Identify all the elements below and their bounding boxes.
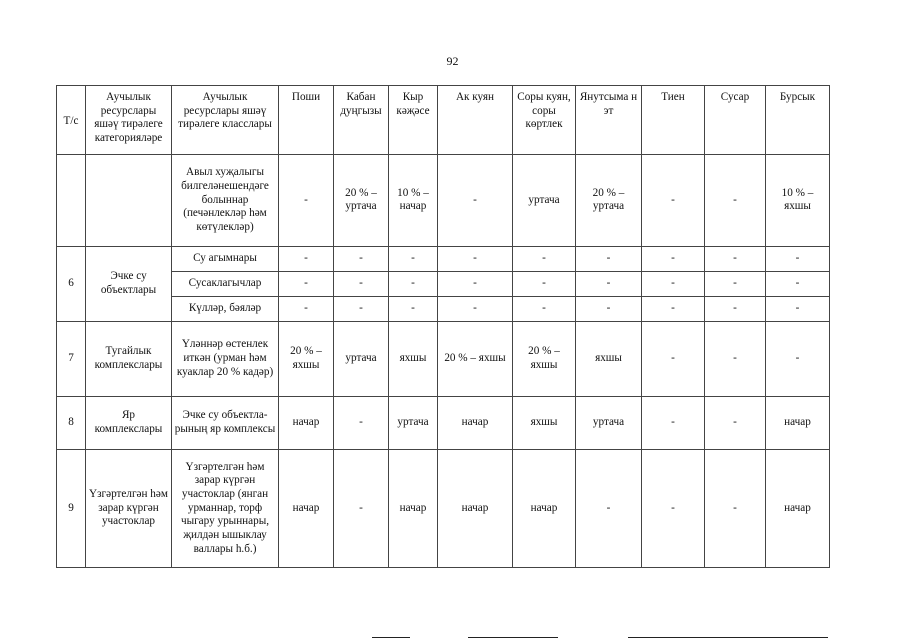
value-cell: уртача	[334, 321, 389, 396]
scan-artifact-line	[468, 637, 558, 638]
header-species: Ак куян	[438, 86, 513, 155]
value-cell: начар	[766, 396, 830, 449]
class-cell: Авыл хуҗалыгы билгеләнешендәге болыннар (печәнлекләр һәм көтүлекләр)	[172, 155, 279, 247]
header-species: Кыр кәҗәсе	[389, 86, 438, 155]
table-row	[57, 246, 830, 271]
value-cell: 20 % – уртача	[334, 155, 389, 247]
value-cell: яхшы	[513, 396, 576, 449]
value-cell: -	[642, 271, 705, 296]
value-cell: 20 % – яхшы	[438, 321, 513, 396]
value-cell: -	[576, 296, 642, 321]
value-cell: -	[389, 246, 438, 271]
category-cell: Яр комплекслары	[86, 396, 172, 449]
value-cell: -	[576, 271, 642, 296]
row-number: 8	[57, 396, 86, 449]
header-species: Янутсыма н эт	[576, 86, 642, 155]
value-cell: -	[705, 296, 766, 321]
value-cell: -	[438, 246, 513, 271]
header-category: Аучылык ресурслары яшәү тирәлеге категорияләре	[86, 86, 172, 155]
value-cell: уртача	[513, 155, 576, 247]
value-cell: уртача	[389, 396, 438, 449]
table-row	[57, 271, 830, 296]
value-cell: -	[513, 296, 576, 321]
value-cell: начар	[438, 396, 513, 449]
value-cell: -	[389, 296, 438, 321]
value-cell: начар	[279, 450, 334, 568]
value-cell: -	[334, 396, 389, 449]
value-cell: яхшы	[389, 321, 438, 396]
value-cell: яхшы	[576, 321, 642, 396]
value-cell: начар	[279, 396, 334, 449]
value-cell: -	[642, 450, 705, 568]
value-cell: -	[513, 271, 576, 296]
habitat-table	[56, 85, 830, 568]
value-cell: -	[705, 271, 766, 296]
value-cell: -	[438, 296, 513, 321]
value-cell: -	[279, 296, 334, 321]
value-cell: 10 % – начар	[389, 155, 438, 247]
value-cell: -	[576, 246, 642, 271]
class-cell: Сусаклагычлар	[172, 271, 279, 296]
value-cell: начар	[389, 450, 438, 568]
header-species: Соры куян, соры көртлек	[513, 86, 576, 155]
header-species: Кабан дуңгызы	[334, 86, 389, 155]
value-cell: -	[334, 246, 389, 271]
value-cell: начар	[513, 450, 576, 568]
row-number: 9	[57, 450, 86, 568]
table-cell	[57, 155, 86, 247]
table-row	[57, 450, 830, 568]
value-cell: -	[438, 155, 513, 247]
table-row	[57, 296, 830, 321]
value-cell: -	[705, 155, 766, 247]
class-cell: Су агымнары	[172, 246, 279, 271]
value-cell: -	[334, 271, 389, 296]
value-cell: начар	[438, 450, 513, 568]
row-number: 6	[57, 246, 86, 321]
header-class: Аучылык ресурслары яшәү тирәлеге класслары	[172, 86, 279, 155]
value-cell: -	[438, 271, 513, 296]
page-number: 92	[446, 54, 459, 68]
header-species: Бурсык	[766, 86, 830, 155]
header-row	[57, 86, 830, 155]
value-cell: -	[705, 450, 766, 568]
value-cell: -	[334, 450, 389, 568]
value-cell: -	[705, 396, 766, 449]
class-cell: Күлләр, бәяләр	[172, 296, 279, 321]
header-num: Т/с	[57, 86, 86, 155]
value-cell: 20 % – яхшы	[279, 321, 334, 396]
value-cell: -	[642, 396, 705, 449]
table-row	[57, 321, 830, 396]
category-cell: Эчке су объектлары	[86, 246, 172, 321]
value-cell: -	[766, 321, 830, 396]
value-cell: -	[766, 271, 830, 296]
table-cell	[86, 155, 172, 247]
header-species: Поши	[279, 86, 334, 155]
value-cell: -	[766, 296, 830, 321]
value-cell: 10 % – яхшы	[766, 155, 830, 247]
value-cell: -	[334, 296, 389, 321]
table-row	[57, 155, 830, 247]
header-species: Сусар	[705, 86, 766, 155]
row-number: 7	[57, 321, 86, 396]
value-cell: 20 % – яхшы	[513, 321, 576, 396]
value-cell: 20 % – уртача	[576, 155, 642, 247]
value-cell: начар	[766, 450, 830, 568]
class-cell: Үләннәр өстенлек иткән (урман һәм куаклар 20 % кадәр)	[172, 321, 279, 396]
header-species: Тиен	[642, 86, 705, 155]
value-cell: -	[766, 246, 830, 271]
value-cell: -	[642, 296, 705, 321]
scan-artifact-line	[628, 637, 828, 638]
category-cell: Үзгәртелгән һәм зарар күргән участоклар	[86, 450, 172, 568]
value-cell: уртача	[576, 396, 642, 449]
value-cell: -	[705, 321, 766, 396]
class-cell: Эчке су объектла-рының яр комплексы	[172, 396, 279, 449]
value-cell: -	[705, 246, 766, 271]
value-cell: -	[513, 246, 576, 271]
value-cell: -	[389, 271, 438, 296]
table-row	[57, 396, 830, 449]
value-cell: -	[576, 450, 642, 568]
value-cell: -	[642, 321, 705, 396]
scan-artifact-line	[372, 637, 410, 638]
category-cell: Тугайлык комплекслары	[86, 321, 172, 396]
value-cell: -	[279, 155, 334, 247]
value-cell: -	[642, 155, 705, 247]
class-cell: Үзгәртелгән һәм зарар күргән участоклар (янган урманнар, торф чыгару урыннары, җилдән ышыклау валлары h.б.)	[172, 450, 279, 568]
value-cell: -	[279, 246, 334, 271]
value-cell: -	[642, 246, 705, 271]
value-cell: -	[279, 271, 334, 296]
